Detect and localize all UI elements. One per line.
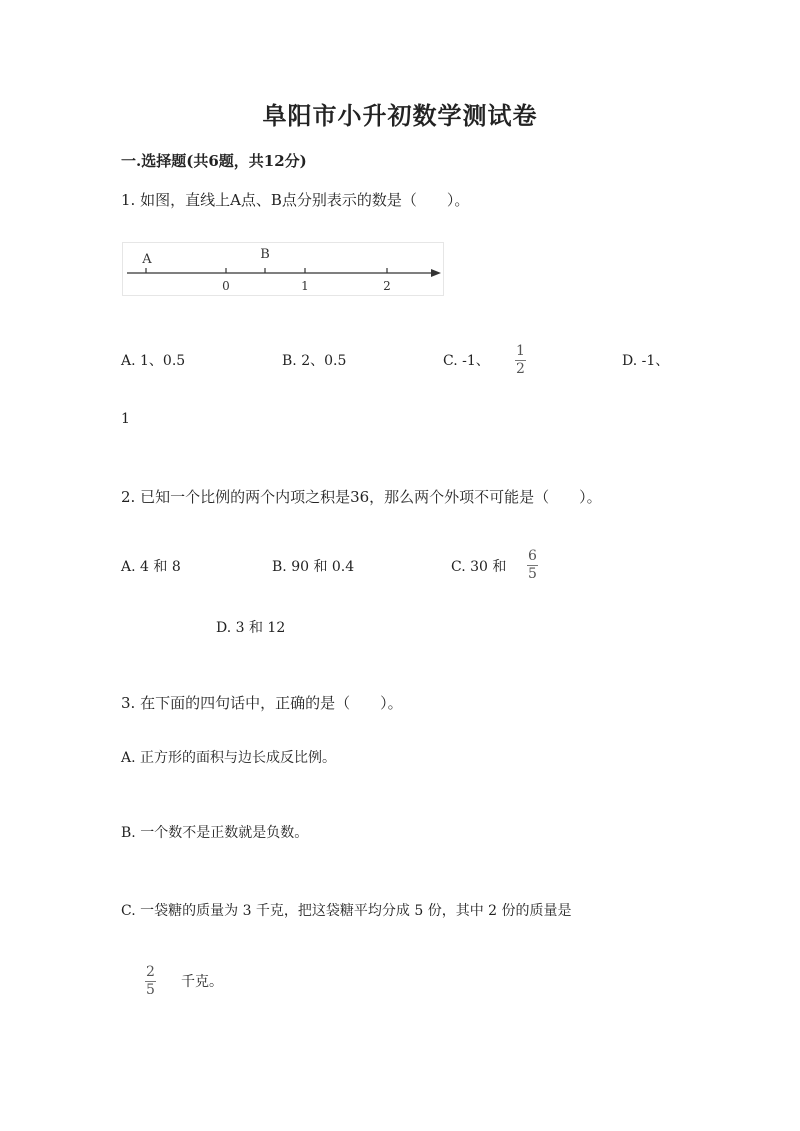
q3-option-b: B. 一个数不是正数就是负数。 [121, 825, 309, 841]
tick-label-2: 2 [383, 279, 391, 293]
page-title: 阜阳市小升初数学测试卷 [262, 101, 538, 130]
q1-option-c: C. -1、 [443, 353, 490, 369]
label-point-a: A [142, 252, 152, 267]
tick-label-0: 0 [222, 279, 230, 293]
q1-option-d: D. -1、 [622, 353, 670, 369]
question-3-stem: 3. 在下面的四句话中，正确的是（ ）。 [121, 694, 403, 712]
label-point-b: B [260, 247, 270, 262]
fraction-numerator: 2 [146, 964, 155, 980]
q1-option-d-continued: 1 [121, 411, 130, 427]
q2-option-c: C. 30 和 [451, 559, 507, 575]
q1-option-c-fraction [515, 344, 526, 377]
fraction-denominator: 5 [528, 566, 537, 582]
q3-option-c-fraction [145, 965, 156, 998]
number-line-arrow [431, 269, 441, 277]
fraction-numerator: 1 [516, 343, 525, 359]
fraction-denominator: 5 [146, 982, 155, 998]
q3-option-c: C. 一袋糖的质量为 3 千克，把这袋糖平均分成 5 份，其中 2 份的质量是 [121, 903, 572, 919]
number-line-svg [123, 243, 443, 295]
q2-option-d: D. 3 和 12 [216, 620, 286, 636]
q3-option-a: A. 正方形的面积与边长成反比例。 [121, 750, 337, 766]
q2-option-c-fraction [527, 549, 538, 582]
q1-option-b: B. 2、0.5 [282, 353, 347, 369]
q1-option-a: A. 1、0.5 [121, 353, 186, 369]
question-1-stem: 1. 如图，直线上A点、B点分别表示的数是（ ）。 [121, 191, 470, 209]
tick-label-1: 1 [301, 279, 309, 293]
section-heading: 一.选择题(共6题，共12分) [121, 152, 307, 170]
q2-option-a: A. 4 和 8 [121, 559, 181, 575]
fraction-numerator: 6 [528, 548, 537, 564]
fraction-denominator: 2 [516, 361, 525, 377]
number-line-figure [122, 242, 444, 296]
question-2-stem: 2. 已知一个比例的两个内项之积是36，那么两个外项不可能是（ ）。 [121, 488, 602, 506]
q3-option-c-suffix: 千克。 [181, 974, 223, 990]
q2-option-b: B. 90 和 0.4 [272, 559, 355, 575]
